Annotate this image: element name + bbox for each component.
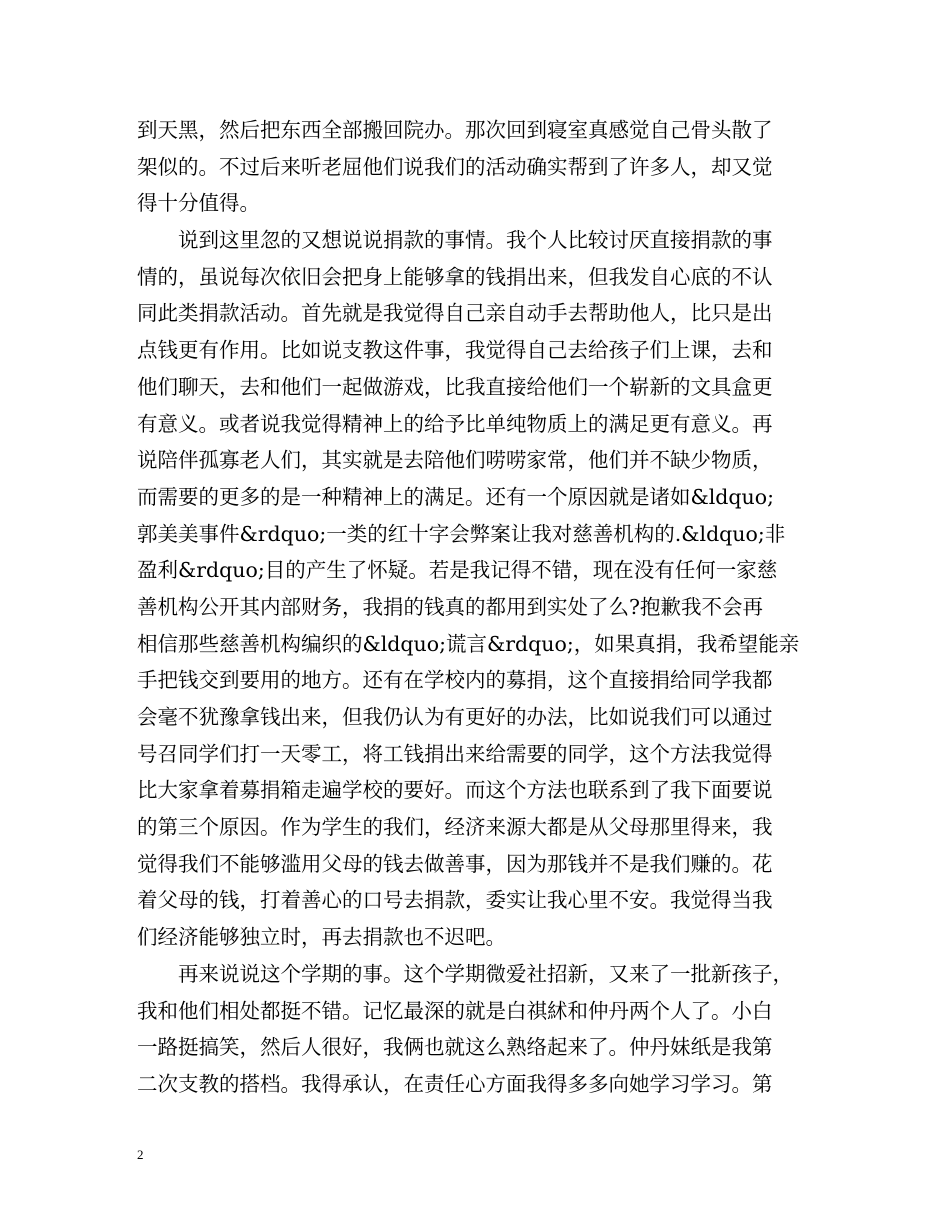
text-line: 盈利&rdquo;目的产生了怀疑。若是我记得不错，现在没有任何一家慈 [137, 558, 778, 583]
text-line: 相信那些慈善机构编织的&ldquo;谎言&rdquo;，如果真捐，我希望能亲 [137, 631, 800, 656]
text-line: 而需要的更多的是一种精神上的满足。还有一个原因就是诸如&ldquo; [137, 484, 774, 509]
text-line: 说陪伴孤寡老人们，其实就是去陪他们唠唠家常，他们并不缺少物质， [137, 448, 773, 473]
text-line: 我和他们相处都挺不错。记忆最深的就是白祺絉和仲丹两个人了。小白 [137, 998, 773, 1023]
text-line: 有意义。或者说我觉得精神上的给予比单纯物质上的满足更有意义。再 [137, 411, 773, 436]
text-line: 二次支教的搭档。我得承认，在责任心方面我得多多向她学习学习。第 [137, 1071, 773, 1096]
text-line: 善机构公开其内部财务，我捐的钱真的都用到实处了么?抱歉我不会再 [137, 594, 763, 619]
text-line: 郭美美事件&rdquo;一类的红十字会弊案让我对慈善机构的.&ldquo;非 [137, 521, 786, 546]
text-line: 们经济能够独立时，再去捐款也不迟吧。 [137, 925, 506, 950]
text-line: 的第三个原因。作为学生的我们，经济来源大都是从父母那里得来，我 [137, 815, 773, 840]
text-line: 他们聊天，去和他们一起做游戏，比我直接给他们一个崭新的文具盒更 [137, 374, 773, 399]
text-line: 号召同学们打一天零工，将工钱捐出来给需要的同学，这个方法我觉得 [137, 741, 773, 766]
text-line: 再来说说这个学期的事。这个学期微爱社招新，又来了一批新孩子， [178, 961, 793, 986]
text-line: 说到这里忽的又想说说捐款的事情。我个人比较讨厌直接捐款的事 [178, 228, 773, 253]
text-line: 到天黑，然后把东西全部搬回院办。那次回到寝室真感觉自己骨头散了 [137, 118, 773, 142]
text-line: 情的，虽说每次依旧会把身上能够拿的钱捐出来，但我发自心底的不认 [137, 264, 773, 289]
text-line: 点钱更有作用。比如说支教这件事，我觉得自己去给孩子们上课，去和 [137, 338, 773, 363]
page-number: 2 [137, 1147, 144, 1162]
text-line: 着父母的钱，打着善心的口号去捐款，委实让我心里不安。我觉得当我 [137, 888, 773, 913]
text-line: 架似的。不过后来听老屈他们说我们的活动确实帮到了许多人，却又觉 [137, 154, 773, 179]
body-text [137, 112, 827, 1103]
text-line: 会毫不犹豫拿钱出来，但我仍认为有更好的办法，比如说我们可以通过 [137, 705, 773, 729]
text-line: 觉得我们不能够滥用父母的钱去做善事，因为那钱并不是我们赚的。花 [137, 851, 773, 876]
text-line: 比大家拿着募捐箱走遍学校的要好。而这个方法也联系到了我下面要说 [137, 778, 773, 803]
text-line: 手把钱交到要用的地方。还有在学校内的募捐，这个直接捐给同学我都 [137, 668, 773, 693]
text-line: 得十分值得。 [137, 191, 260, 216]
text-line: 一路挺搞笑，然后人很好，我俩也就这么熟络起来了。仲丹妹纸是我第 [137, 1035, 773, 1060]
text-line: 同此类捐款活动。首先就是我觉得自己亲自动手去帮助他人，比只是出 [137, 301, 773, 326]
